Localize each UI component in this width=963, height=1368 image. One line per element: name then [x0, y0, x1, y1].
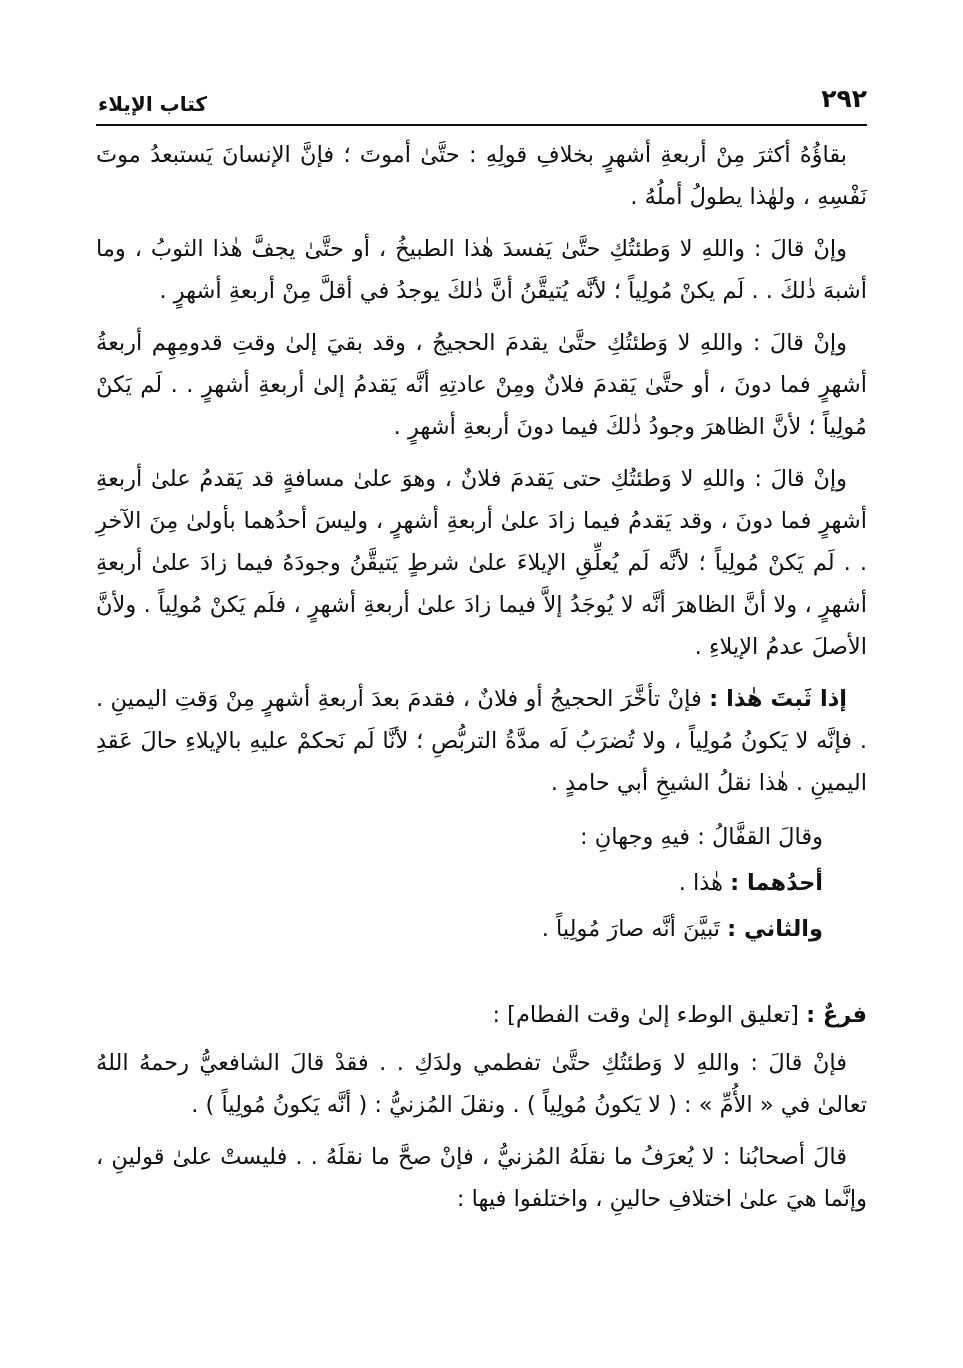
paragraph-5	[96, 678, 867, 804]
page-number: ٢٩٢	[821, 84, 867, 113]
section-heading	[96, 994, 867, 1036]
opinion-lead: أحدُهما :	[730, 870, 823, 896]
paragraph-2	[96, 228, 867, 312]
opinion-line-1	[96, 814, 867, 860]
paragraph-3	[96, 322, 867, 448]
opinion-text: هٰذا .	[678, 870, 723, 896]
paragraph-7	[96, 1136, 867, 1220]
paragraph-6	[96, 1042, 867, 1126]
paragraph-text: وإنْ قالَ : واللهِ لا وَطئتُكِ حتَّىٰ يقدمَ الحجيجُ ، وقد بقيَ إلىٰ وقتِ قدومِهِم أربعةُ أشهرٍ فما دونَ ، أو حتَّىٰ يَقدمَ فلانٌ ومِنْ عادتِهِ أنَّه يَقدمُ إلىٰ أربعةِ أشهرٍ . . لَم يَكنْ مُولِياً ؛ لأنَّ الظاهرَ وجودُ ذٰلكَ فيما دونَ أربعةِ أشهرٍ .	[96, 330, 867, 440]
running-title: كتاب الإيلاء	[98, 92, 208, 116]
paragraph-lead: إذا ثَبتَ هٰذا :	[709, 686, 847, 712]
paragraph-1	[96, 134, 867, 218]
paragraph-text: وإنْ قالَ : واللهِ لا وَطئتُكِ حتى يَقدمَ فلانٌ ، وهوَ علىٰ مسافةٍ قد يَقدمُ علىٰ أربعةِ أشهرٍ فما دونَ ، وقد يَقدمُ فيما زادَ علىٰ أربعةِ أشهرٍ ، وليسَ أحدُهما بأولىٰ مِنَ الآخرِ . . لَم يَكنْ مُولِياً ؛ لأنَّه لَم يُعلِّقِ الإيلاءَ علىٰ شرطٍ يَتيقَّنُ وجودَهُ فيما زادَ علىٰ أربعةِ أشهرٍ ، ولا أنَّ الظاهرَ أنَّه لا يُوجَدُ إلاَّ فيما زادَ علىٰ أربعةِ أشهرٍ ، فلَم يَكنْ مُولِياً . ولأنَّ الأصلَ عدمُ الإيلاءِ .	[96, 466, 867, 660]
opinion-text: تَبيَّنَ أنَّه صارَ مُولِياً .	[541, 916, 721, 942]
page-header	[96, 82, 867, 126]
opinion-lead: والثاني :	[727, 916, 823, 942]
section-title: [تعليق الوطء إلىٰ وقت الفطام] :	[492, 1002, 799, 1028]
section-spacer	[96, 952, 867, 994]
paragraph-text: قالَ أصحابُنا : لا يُعرَفُ ما نقلَهُ المُزنيُّ ، فإنْ صحَّ ما نقلَهُ . . فليستْ علىٰ قولينِ ، وإنَّما هيَ علىٰ اختلافِ حالينِ ، واختلفوا فيها :	[96, 1144, 867, 1212]
paragraph-text: بقاؤُهُ أكثرَ مِنْ أربعةِ أشهرٍ بخلافِ قولِهِ : حتَّىٰ أموتَ ؛ فإنَّ الإنسانَ يَستبعدُ موتَ نَفْسِهِ ، ولهٰذا يطولُ أملُهُ .	[96, 142, 867, 210]
page-body	[96, 134, 867, 1220]
opinion-line-3	[96, 906, 867, 952]
paragraph-text: فإنْ تأخَّرَ الحجيجُ أو فلانٌ ، فقدمَ بعدَ أربعةِ أشهرٍ مِنْ وَقتِ اليمينِ . . فإنَّه لا يَكونُ مُولِياً ، ولا تُضرَبُ لَه مدَّةُ التربُّصِ ؛ لأنَّا لَم نَحكمْ عليهِ بالإيلاءِ حالَ عَقدِ اليمينِ . هٰذا نقلُ الشيخِ أبي حامدٍ .	[96, 686, 867, 796]
section-lead: فرعٌ :	[806, 1002, 867, 1028]
paragraph-text: فإنْ قالَ : واللهِ لا وَطئتُكِ حتَّىٰ تفطمي ولدَكِ . . فقدْ قالَ الشافعيُّ رحمهُ اللهُ تعالىٰ في « الأُمِّ » : ( لا يَكونُ مُولِياً ) . ونقلَ المُزنيُّ : ( أنَّه يَكونُ مُولِياً ) .	[96, 1050, 867, 1118]
opinion-text: وقالَ القفَّالُ : فيهِ وجهانِ :	[580, 824, 823, 850]
paragraph-text: وإنْ قالَ : واللهِ لا وَطئتُكِ حتَّىٰ يَفسدَ هٰذا الطبيخُ ، أو حتَّىٰ يجفَّ هٰذا الثوبُ ، وما أشبهَ ذٰلكَ . . لَم يكنْ مُولِياً ؛ لأنَّه يُتيقَّنُ أنَّ ذٰلكَ يوجدُ في أقلَّ مِنْ أربعةِ أشهرٍ .	[96, 236, 867, 304]
book-page	[96, 82, 867, 1342]
paragraph-4	[96, 458, 867, 668]
opinion-line-2	[96, 860, 867, 906]
